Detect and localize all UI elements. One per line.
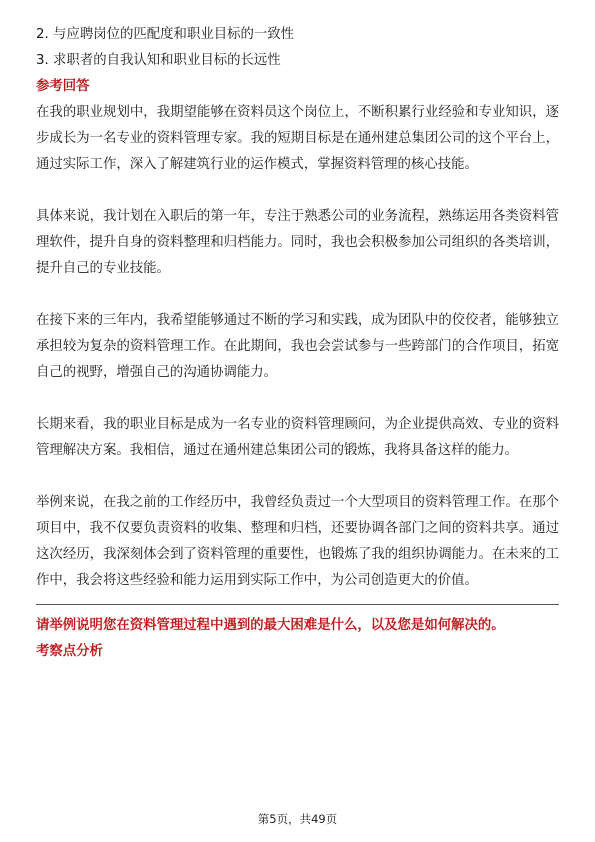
answer-paragraph: 举例来说，在我之前的工作经历中，我曾经负责过一个大型项目的资料管理工作。在那个项目中，我不仅要负责资料的收集、整理和归档，还要协调各部门之间的资料共享。通过这次经历，我深刻体会到了资料管理的重要性，也锻炼了我的组织协调能力。在未来的工作中，我会将这些经验和能力运用到实际工作中，为公司创造更大的价值。	[36, 495, 559, 588]
page-footer: 第5页，共49页	[257, 812, 338, 826]
analysis-heading: 考察点分析	[36, 644, 103, 659]
criteria-item-2: 2. 与应聘岗位的匹配度和职业目标的一致性	[36, 27, 295, 42]
next-question: 请举例说明您在资料管理过程中遇到的最大困难是什么，以及您是如何解决的。	[36, 618, 505, 633]
page-content	[36, 0, 559, 665]
answer-paragraph: 长期来看，我的职业目标是成为一名专业的资料管理顾问，为企业提供高效、专业的资料管理解决方案。我相信，通过在通州建总集团公司的锻炼，我将具备这样的能力。	[36, 417, 559, 458]
section-divider	[36, 604, 559, 605]
answer-paragraph: 在接下来的三年内，我希望能够通过不断的学习和实践，成为团队中的佼佼者，能够独立承担较为复杂的资料管理工作。在此期间，我也会尝试参与一些跨部门的合作项目，拓宽自己的视野，增强自己的沟通协调能力。	[36, 313, 559, 380]
answer-paragraph: 具体来说，我计划在入职后的第一年，专注于熟悉公司的业务流程，熟练运用各类资料管理软件，提升自身的资料整理和归档能力。同时，我也会积极参加公司组织的各类培训，提升自己的专业技能。	[36, 209, 559, 276]
answer-heading: 参考回答	[36, 79, 90, 94]
criteria-item-3: 3. 求职者的自我认知和职业目标的长远性	[36, 53, 281, 68]
answer-paragraph: 在我的职业规划中，我期望能够在资料员这个岗位上，不断积累行业经验和专业知识，逐步成长为一名专业的资料管理专家。我的短期目标是在通州建总集团公司的这个平台上，通过实际工作，深入了解建筑行业的运作模式，掌握资料管理的核心技能。	[36, 105, 559, 172]
